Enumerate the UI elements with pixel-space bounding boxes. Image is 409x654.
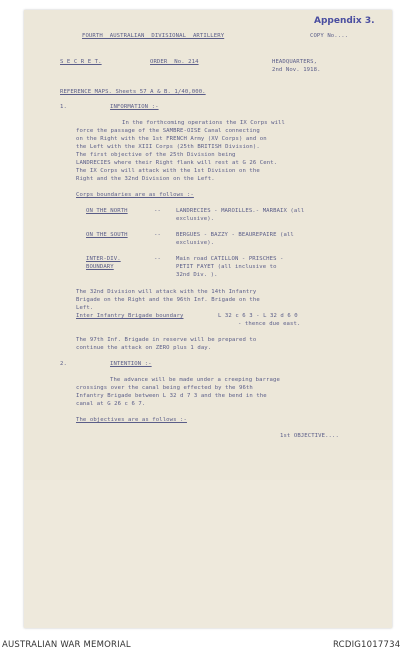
unit-heading: FOURTH AUSTRALIAN DIVISIONAL ARTILLERY (82, 33, 225, 39)
boundary-text: PETIT FAYET (all inclusive to (176, 264, 277, 270)
section-number: 1. (60, 104, 67, 110)
boundary-text: exclusive). (176, 240, 215, 246)
footer-record-id: RCDIG1017734 (333, 640, 401, 650)
next-page-catchword: 1st OBJECTIVE.... (280, 433, 339, 439)
inter-brigade-label: Inter Infantry Brigade boundary (76, 313, 184, 319)
order-date: 2nd Nov. 1918. (272, 67, 321, 73)
objectives-heading: The objectives are as follows :- (76, 417, 187, 423)
boundary-text: 32nd Div. ). (176, 272, 218, 278)
body-line: crossings over the canal being effected by the 96th (76, 385, 253, 391)
body-line: Brigade on the Right and the 96th Inf. Brigade on the (76, 297, 260, 303)
boundary-text: exclusive). (176, 216, 215, 222)
footer-institution: AUSTRALIAN WAR MEMORIAL (2, 640, 131, 650)
body-line: The first objective of the 25th Division being (76, 152, 236, 158)
section-number: 2. (60, 361, 67, 367)
body-line: the Left with the XIII Corps (25th BRITISH Division). (76, 144, 260, 150)
body-line: The 32nd Division will attack with the 14th Infantry (76, 289, 257, 295)
body-line: The 97th Inf. Brigade in reserve will be prepared to (76, 337, 257, 343)
boundary-label: ON THE NORTH (86, 208, 128, 214)
inter-brigade-value: - thence due east. (238, 321, 301, 327)
section-heading: INTENTION :- (110, 361, 152, 367)
body-line: continue the attack on ZERO plus 1 day. (76, 345, 212, 351)
secret-mark: S E C R E T. (60, 59, 102, 65)
reference-maps: REFERENCE MAPS. Sheets 57 A & B. 1/40,000. (60, 89, 206, 95)
body-line: In the forthcoming operations the IX Corps will (122, 120, 285, 126)
page-lower-fold (24, 480, 392, 628)
appendix-annotation: Appendix 3. (314, 16, 375, 26)
boundary-label: BOUNDARY (86, 264, 114, 270)
inter-brigade-value: L 32 c 6 3 - L 32 d 6 0 (218, 313, 298, 319)
body-line: Infantry Brigade between L 32 d 7 3 and the bend in the (76, 393, 267, 399)
boundary-dash: -- (154, 208, 161, 214)
body-line: on the Right with the 1st FRENCH Army (XV Corps) and on (76, 136, 267, 142)
corps-boundaries-heading: Corps boundaries are as follows :- (76, 192, 194, 198)
order-number: ORDER No. 214 (150, 59, 199, 65)
boundary-label: INTER-DIV. (86, 256, 121, 262)
boundary-dash: -- (154, 232, 161, 238)
body-line: Left. (76, 305, 94, 311)
boundary-dash: -- (154, 256, 161, 262)
section-heading: INFORMATION :- (110, 104, 159, 110)
body-line: canal at G 26 c 6 7. (76, 401, 146, 407)
boundary-text: Main road CATILLON - PRISCHES - (176, 256, 284, 262)
boundary-text: LANDRECIES - MAROILLES.- MARBAIX (all (176, 208, 305, 214)
body-line: The advance will be made under a creeping barrage (110, 377, 280, 383)
boundary-label: ON THE SOUTH (86, 232, 128, 238)
body-line: LANDRECIES where their Right flank will rest at G 26 Cent. (76, 160, 278, 166)
body-line: The IX Corps will attack with the 1st Division on the (76, 168, 260, 174)
headquarters: HEADQUARTERS, (272, 59, 318, 65)
boundary-text: BERGUES - BAZZY - BEAUREPAIRE (all (176, 232, 294, 238)
copy-number: COPY No.... (310, 33, 349, 39)
body-line: force the passage of the SAMBRE-OISE Canal connecting (76, 128, 260, 134)
body-line: Right and the 32nd Division on the Left. (76, 176, 215, 182)
